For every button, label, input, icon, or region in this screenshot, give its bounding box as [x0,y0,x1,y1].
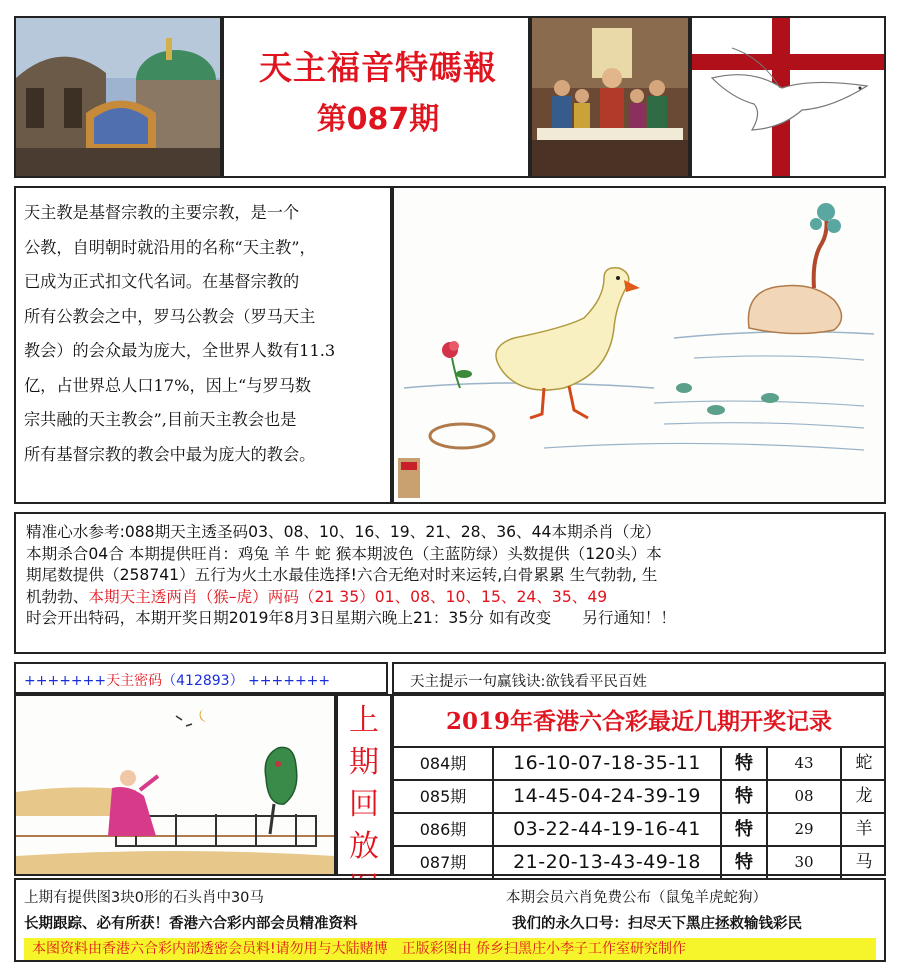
tip-bar: 天主提示一句赢钱诀:欲钱看平民百姓 [392,662,886,694]
code-value: （412893） [162,673,244,689]
intro-line: 已成为正式扣文代名词。在基督宗教的 [24,272,300,291]
numbers-cell: 21-20-13-43-49-18 [494,847,722,878]
reference-line [26,587,876,609]
table-row [394,779,884,812]
zodiac-cell: 羊 [855,819,873,839]
reference-line: 时会开出特码，本期开奖日期2019年8月3日星期六晚上21：35分 如有改变 另行通知！！ [26,609,676,627]
special-label: 特 [722,748,768,779]
special-number: 30 [768,847,842,878]
intro-line: 所有公教会之中，罗马公教会（罗马天主 [24,306,316,326]
secret-code-bar [14,662,388,694]
zodiac-cell: 龙 [855,786,873,806]
replay-char: 放 [349,829,379,864]
intro-paragraph [14,186,392,504]
zodiac-cell: 蛇 [855,753,873,773]
intro-line: 宗共融的天主教会”,目前天主教会也是 [24,410,297,429]
footer-slogan: 长期跟踪、必有所获！香港六合彩内部会员精准资料 [24,916,358,932]
footer-slogan: 我们的永久口号：扫尽天下黑庄拯救输钱彩民 [512,916,802,932]
draw-record-table [392,694,886,876]
last-supper-painting [530,16,690,178]
record-title: 2019年香港六合彩最近几期开奖记录 [445,708,832,735]
numbers-cell: 03-22-44-19-16-41 [494,814,722,845]
scene-illustration [14,694,336,876]
special-number: 43 [768,748,842,779]
intro-line: 天主教是基督宗教的主要宗教，是一个 [24,203,300,222]
code-prefix: +++++++ [24,673,107,689]
replay-char: 期 [349,745,379,780]
issue-cell: 086期 [394,814,494,845]
zodiac-cell: 马 [855,852,873,872]
masthead [222,16,530,178]
intro-line: 公教，自明朝时就沿用的名称“天主教”， [24,237,316,257]
numbers-cell: 14-45-04-24-39-19 [494,781,722,812]
reference-text: 机勃勃、 [26,587,89,606]
table-row [394,812,884,845]
issue-number: 第087期 [316,102,440,137]
intro-line: 所有基督宗教的教会中最为庞大的教会。 [24,444,316,464]
footer-note: 本期会员六肖免费公布（鼠兔羊虎蛇狗） [506,890,767,906]
special-label: 特 [722,847,768,878]
footer [14,878,886,962]
page-title: 天主福音特碼報 [259,48,497,87]
code-label: 天主密码 [106,673,163,689]
intro-line: 亿，占世界总人口17%，因上“与罗马数 [24,375,312,395]
footer-disclaimer: 本图资料由香港六合彩内部透密会员料!请勿用与大陆赌博 正版彩图由 侨乡扫黑庄小李子工作室研究制作 [24,938,876,960]
numbers-cell: 16-10-07-18-35-11 [494,748,722,779]
replay-char: 上 [349,703,379,738]
footer-note: 上期有提供图3块0形的石头肖中30马 [24,890,264,906]
special-number: 08 [768,781,842,812]
special-label: 特 [722,814,768,845]
table-row [394,746,884,779]
cathedral-photo [14,16,222,178]
reference-line: 本期杀合04合 本期提供旺肖：鸡兔 羊 牛 蛇 猴本期波色（主蓝防绿）头数提供（120头）本 [26,544,662,563]
goose-illustration [392,186,886,504]
issue-cell: 084期 [394,748,494,779]
special-number: 29 [768,814,842,845]
last-issue-replay-label [336,694,392,876]
intro-line: 教会）的会众最为庞大，全世界人数有11.3 [24,341,336,360]
code-suffix: +++++++ [248,673,331,689]
highlight-prediction: 本期天主透两肖（猴–虎）两码（21 35）01、08、10、15、24、35、49 [88,587,608,606]
table-row [394,845,884,878]
issue-cell: 087期 [394,847,494,878]
issue-cell: 085期 [394,781,494,812]
cross-dove-emblem [690,16,886,178]
reference-line: 精准心水参考:088期天主透圣码03、08、10、16、19、21、28、36、44本期杀肖（龙） [26,523,661,541]
reference-info [14,512,886,654]
reference-line: 期尾数提供（258741）五行为火土水最佳选择!六合无绝对时来运转,白骨累累 生气勃勃, 生 [26,566,658,584]
special-label: 特 [722,781,768,812]
replay-char: 回 [349,787,379,822]
